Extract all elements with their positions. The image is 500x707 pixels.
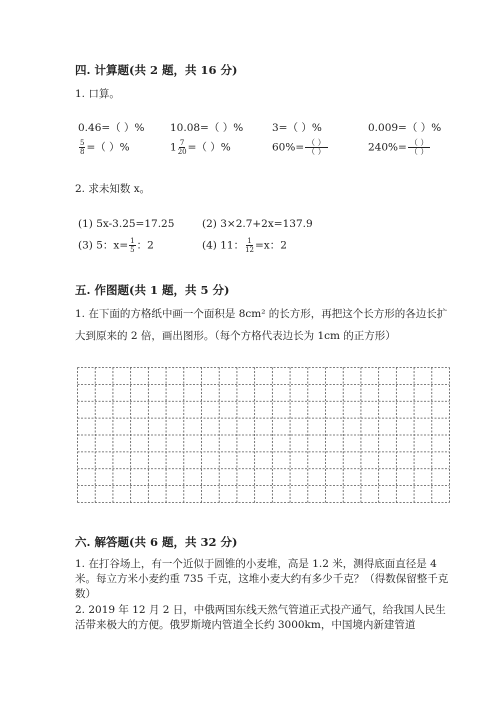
fraction: $\frac{5}{8}$ [80,139,85,156]
drawing-question-line-2: 大到原来的 2 倍，画出图形。（每个方格代表边长为 1cm 的正方形） [75,330,396,342]
equation-4: (4) 11： $\frac{1}{12}$ =x：2 [202,237,287,254]
question-1-label: 1. 口算。 [75,88,120,100]
word-problem-2: 2. 2019 年 12 月 2 日，中俄两国东线天然气管道正式投产通气，给我国人民生活带来极大的方便。俄罗斯境内管道全长约 3000km，中国境内新建管道 [75,604,446,631]
drawing-question-line-1: 1. 在下面的方格纸中画一个面积是 8cm² 的长方形，再把这个长方形的各边长扩 [75,308,448,320]
oral-item-4: 0.009=（ ）% [368,122,442,134]
equation-1: (1) 5x-3.25=17.25 [78,218,175,230]
equation-3: (3) 5：x= $\frac{1}{5}$ ：2 [78,237,154,254]
oral-item-5: $\frac{5}{8}$ =（ ）% [80,139,130,156]
oral-item-1: 0.46=（ ）% [78,122,145,134]
fraction: $\frac{( )}{( )}$ [307,138,326,156]
oral-item-6: 1 $\frac{7}{20}$ =（ ）% [170,139,231,156]
question-2-label: 2. 求未知数 x。 [75,183,151,195]
fraction: $\frac{( )}{( )}$ [409,138,429,156]
equation-2: (2) 3×2.7+2x=137.9 [202,218,313,230]
oral-item-3: 3=（ ）% [272,122,322,134]
section-5-heading: 五. 作图题(共 1 题，共 5 分) [75,283,230,297]
fraction: $\frac{1}{12}$ [245,237,254,254]
oral-item-8: 240%= $\frac{( )}{( )}$ [368,138,429,156]
word-problem-1: 1. 在打谷场上，有一个近似于圆锥的小麦堆，高是 1.2 米，测得底面直径是 4 米。每立方米小麦约重 735 千克，这堆小麦大约有多少千克？（得数保留整千克数） [75,558,449,600]
section-6-heading: 六. 解答题(共 6 题，共 32 分) [75,535,238,549]
oral-item-7: 60%= $\frac{( )}{( )}$ [272,138,326,156]
square-grid[interactable] [77,367,450,503]
fraction: $\frac{7}{20}$ [177,139,187,156]
oral-item-2: 10.08=（ ）% [170,122,244,134]
section-4-heading: 四. 计算题(共 2 题，共 16 分) [75,63,238,77]
fraction: $\frac{1}{5}$ [130,237,135,254]
